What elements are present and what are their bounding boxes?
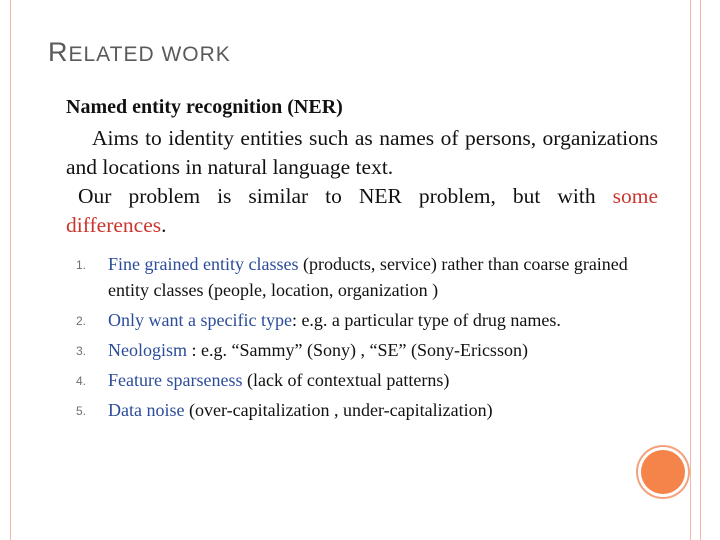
section-heading: Named entity recognition (NER)	[66, 96, 343, 118]
list-item-number: 2.	[76, 313, 87, 328]
slide-body	[66, 93, 658, 428]
right-frame-line-outer	[700, 0, 701, 540]
list-item-number: 3.	[76, 343, 87, 358]
decorative-circle	[641, 450, 685, 494]
left-frame-line	[10, 0, 11, 540]
problem-statement-lead: Our problem is similar to NER problem, but with	[78, 184, 613, 208]
right-frame-line-inner	[690, 0, 691, 540]
list-item-number: 4.	[76, 373, 87, 388]
list-item-number: 5.	[76, 403, 87, 418]
list-item-number: 1.	[76, 258, 87, 272]
list-item-highlight: Only want a specific type	[108, 309, 292, 330]
slide-title-rest: ELATED WORK	[68, 43, 231, 66]
differences-list	[66, 252, 658, 423]
list-item-text: : e.g. a particular type of drug names.	[291, 309, 561, 330]
list-item-highlight: Data noise	[108, 399, 185, 420]
list-item-text: (products, service) rather than coarse grained entity classes (people, location, organization )	[108, 254, 628, 300]
problem-statement-tail: .	[161, 213, 167, 237]
list-item-text: (over-capitalization , under-capitalization)	[184, 399, 493, 420]
list-item-highlight: Neologism	[108, 339, 187, 360]
list-item	[66, 252, 658, 303]
problem-statement	[66, 182, 658, 240]
list-item	[66, 308, 658, 334]
list-item-text: (lack of contextual patterns)	[242, 369, 450, 390]
list-item-highlight: Fine grained entity classes	[108, 254, 299, 274]
problem-statement-accent: some differences	[66, 184, 658, 237]
list-item-highlight: Feature sparseness	[108, 369, 243, 390]
ner-description: Aims to identity entities such as names of persons, organizations and locations in natural language text.	[66, 126, 658, 179]
list-item	[66, 338, 658, 364]
list-item-text: : e.g. “Sammy” (Sony) , “SE” (Sony-Ericsson)	[187, 339, 528, 360]
slide-title-initial: R	[48, 37, 69, 67]
slide-title	[48, 32, 231, 69]
list-item	[66, 398, 658, 424]
list-item	[66, 368, 658, 394]
